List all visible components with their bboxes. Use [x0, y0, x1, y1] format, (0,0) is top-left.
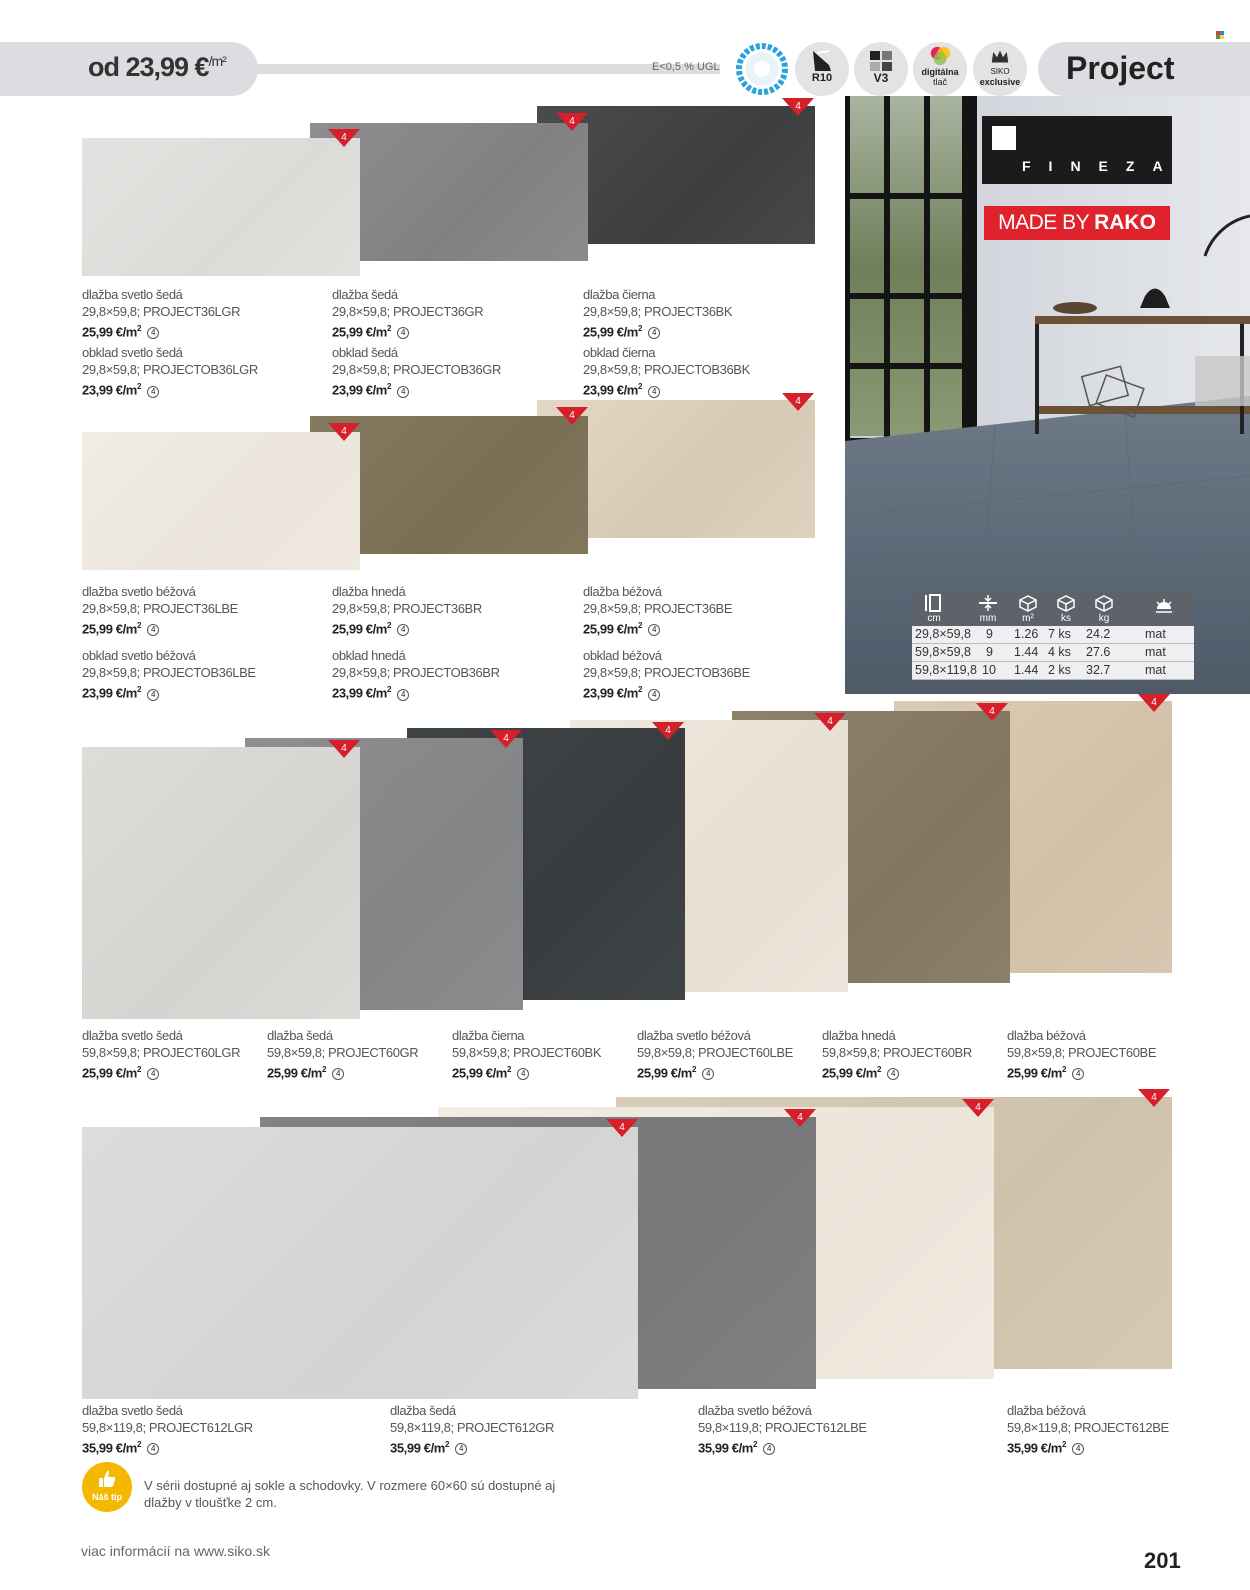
crown-icon [987, 49, 1013, 67]
tip-badge: Náš tip [82, 1462, 132, 1512]
product-info: dlažba hnedá 29,8×59,8; PROJECT36BR 25,99 $€/m^2$ 4 obklad hnedá 29,8×59,8; PROJECTOB36BR 23,99 $€/m^2$ 4 [332, 584, 500, 701]
color-marker-icon [1216, 31, 1224, 39]
page-number: 201 [1144, 1548, 1181, 1573]
quality-badge [782, 98, 814, 116]
quality-badge-text: 4 [827, 716, 833, 727]
quality-badge [652, 722, 684, 740]
quality-badge-text: 4 [503, 733, 509, 744]
quality-badge [490, 730, 522, 748]
tile-project612lgr [82, 1127, 638, 1399]
absorption-label: E<0,5 % UGL [652, 61, 720, 73]
quality-badge-text: 4 [341, 426, 347, 437]
quality-badge-text: 4 [795, 101, 801, 112]
slip-resistance-badge: R10 [795, 42, 849, 96]
spec-row: 59,8×119,8 10 1.44 2 ks 32.7 mat [912, 662, 1194, 680]
price-from-pill [0, 42, 258, 96]
size-icon: cm [912, 591, 956, 626]
box-area-icon: m² [1008, 591, 1048, 626]
quality-badge [784, 1109, 816, 1127]
product-info: dlažba čierna 59,8×59,8; PROJECT60BK 25,99 $€/m^2$ 4 [452, 1028, 602, 1081]
siko-exclusive-badge: SIKO exclusive [973, 42, 1027, 96]
quality-badge-text: 4 [665, 725, 671, 736]
fineza-logo: FINEZA [982, 116, 1172, 184]
footer-website-link[interactable]: viac informácií na www.siko.sk [81, 1543, 271, 1559]
spec-row: 29,8×59,8 9 1.26 7 ks 24.2 mat [912, 626, 1194, 644]
product-info: dlažba béžová 59,8×59,8; PROJECT60BE 25,99 $€/m^2$ 4 [1007, 1028, 1157, 1081]
quality-badge-text: 4 [795, 396, 801, 407]
quality-badge-text: 4 [569, 116, 575, 127]
slip-icon [809, 49, 835, 73]
digital-print-icon [927, 45, 953, 67]
spec-table-header [912, 591, 1194, 626]
product-info: dlažba šedá 59,8×119,8; PROJECT612GR 35,99 $€/m^2$ 4 [390, 1403, 554, 1456]
quality-badge [606, 1119, 638, 1137]
quality-badge [1138, 1089, 1170, 1107]
quality-badge-text: 4 [341, 743, 347, 754]
box-pieces-icon: ks [1046, 591, 1086, 626]
quality-badge [1138, 694, 1170, 712]
product-info: dlažba svetlo béžová 59,8×59,8; PROJECT60LBE 25,99 $€/m^2$ 4 [637, 1028, 793, 1081]
product-info: dlažba šedá 59,8×59,8; PROJECT60GR 25,99 $€/m^2$ 4 [267, 1028, 419, 1081]
quality-badge [782, 393, 814, 411]
product-info: dlažba čierna 29,8×59,8; PROJECT36BK 25,99 $€/m^2$ 4 obklad čierna 29,8×59,8; PROJECTOB36BK 23,99 $€/m^2$ 4 [583, 287, 750, 398]
spec-table [912, 591, 1194, 680]
tile-project36lgr [82, 138, 360, 276]
thickness-icon: mm [966, 591, 1010, 626]
tile-project36lbe [82, 432, 360, 570]
quality-badge [328, 423, 360, 441]
product-info: dlažba svetlo béžová 59,8×119,8; PROJECT612LBE 35,99 $€/m^2$ 4 [698, 1403, 867, 1456]
product-info: dlažba béžová 59,8×119,8; PROJECT612BE 35,99 $€/m^2$ 4 [1007, 1403, 1169, 1456]
tile-project60lgr [82, 747, 360, 1019]
quality-badge [976, 703, 1008, 721]
product-info: dlažba svetlo šedá 29,8×59,8; PROJECT36LGR 25,99 $€/m^2$ 4 obklad svetlo šedá 29,8×59,8; PROJECTOB36LGR 23,99 $€/m^2$ 4 [82, 287, 258, 398]
quality-badge [328, 129, 360, 147]
series-title-pill [1038, 42, 1250, 96]
quality-badge-text: 4 [1151, 1092, 1157, 1103]
quality-badge-text: 4 [989, 706, 995, 717]
quality-badge [814, 713, 846, 731]
frost-resistant-icon [735, 42, 789, 96]
tip-text: V sérii dostupné aj sokle a schodovky. V rozmere 60×60 sú dostupné aj dlažby v tloušťke 2 cm. [144, 1478, 556, 1510]
quality-badge-text: 4 [1151, 697, 1157, 708]
digital-print-badge: digitálna tlač [913, 42, 967, 96]
surface-finish-icon [1142, 591, 1186, 626]
product-info: dlažba béžová 29,8×59,8; PROJECT36BE 25,99 $€/m^2$ 4 obklad béžová 29,8×59,8; PROJECTOB36BE 23,99 $€/m^2$ 4 [583, 584, 750, 701]
header-divider [250, 64, 720, 74]
quality-badge [556, 113, 588, 131]
quality-badge-text: 4 [975, 1102, 981, 1113]
quality-badge [328, 740, 360, 758]
header-bar [0, 42, 1250, 96]
quality-badge-text: 4 [619, 1122, 625, 1133]
shade-variation-icon [868, 49, 894, 73]
product-info: dlažba hnedá 59,8×59,8; PROJECT60BR 25,99 $€/m^2$ 4 [822, 1028, 972, 1081]
quality-badge [556, 407, 588, 425]
series-title: Project [1066, 50, 1175, 86]
product-info: dlažba svetlo béžová 29,8×59,8; PROJECT36LBE 25,99 $€/m^2$ 4 obklad svetlo béžová 29,8×59,8; PROJECTOB36LBE 23,99 $€/m^2$ 4 [82, 584, 256, 701]
made-by-rako-logo: MADE BY RAKO [984, 206, 1170, 240]
spec-row: 59,8×59,8 9 1.44 4 ks 27.6 mat [912, 644, 1194, 662]
thumbs-up-icon [97, 1469, 117, 1489]
quality-badge-text: 4 [341, 132, 347, 143]
price-from: od 23,99 €$^{/m^2}$ [88, 52, 226, 82]
shade-variation-badge: V3 [854, 42, 908, 96]
box-weight-icon: kg [1082, 591, 1126, 626]
product-info: dlažba svetlo šedá 59,8×59,8; PROJECT60LGR 25,99 $€/m^2$ 4 [82, 1028, 241, 1081]
product-info: dlažba šedá 29,8×59,8; PROJECT36GR 25,99 $€/m^2$ 4 obklad šedá 29,8×59,8; PROJECTOB36GR 23,99 $€/m^2$ 4 [332, 287, 501, 398]
quality-badge-text: 4 [569, 410, 575, 421]
quality-badge-text: 4 [797, 1112, 803, 1123]
quality-badge [962, 1099, 994, 1117]
product-info: dlažba svetlo šedá 59,8×119,8; PROJECT612LGR 35,99 $€/m^2$ 4 [82, 1403, 253, 1456]
